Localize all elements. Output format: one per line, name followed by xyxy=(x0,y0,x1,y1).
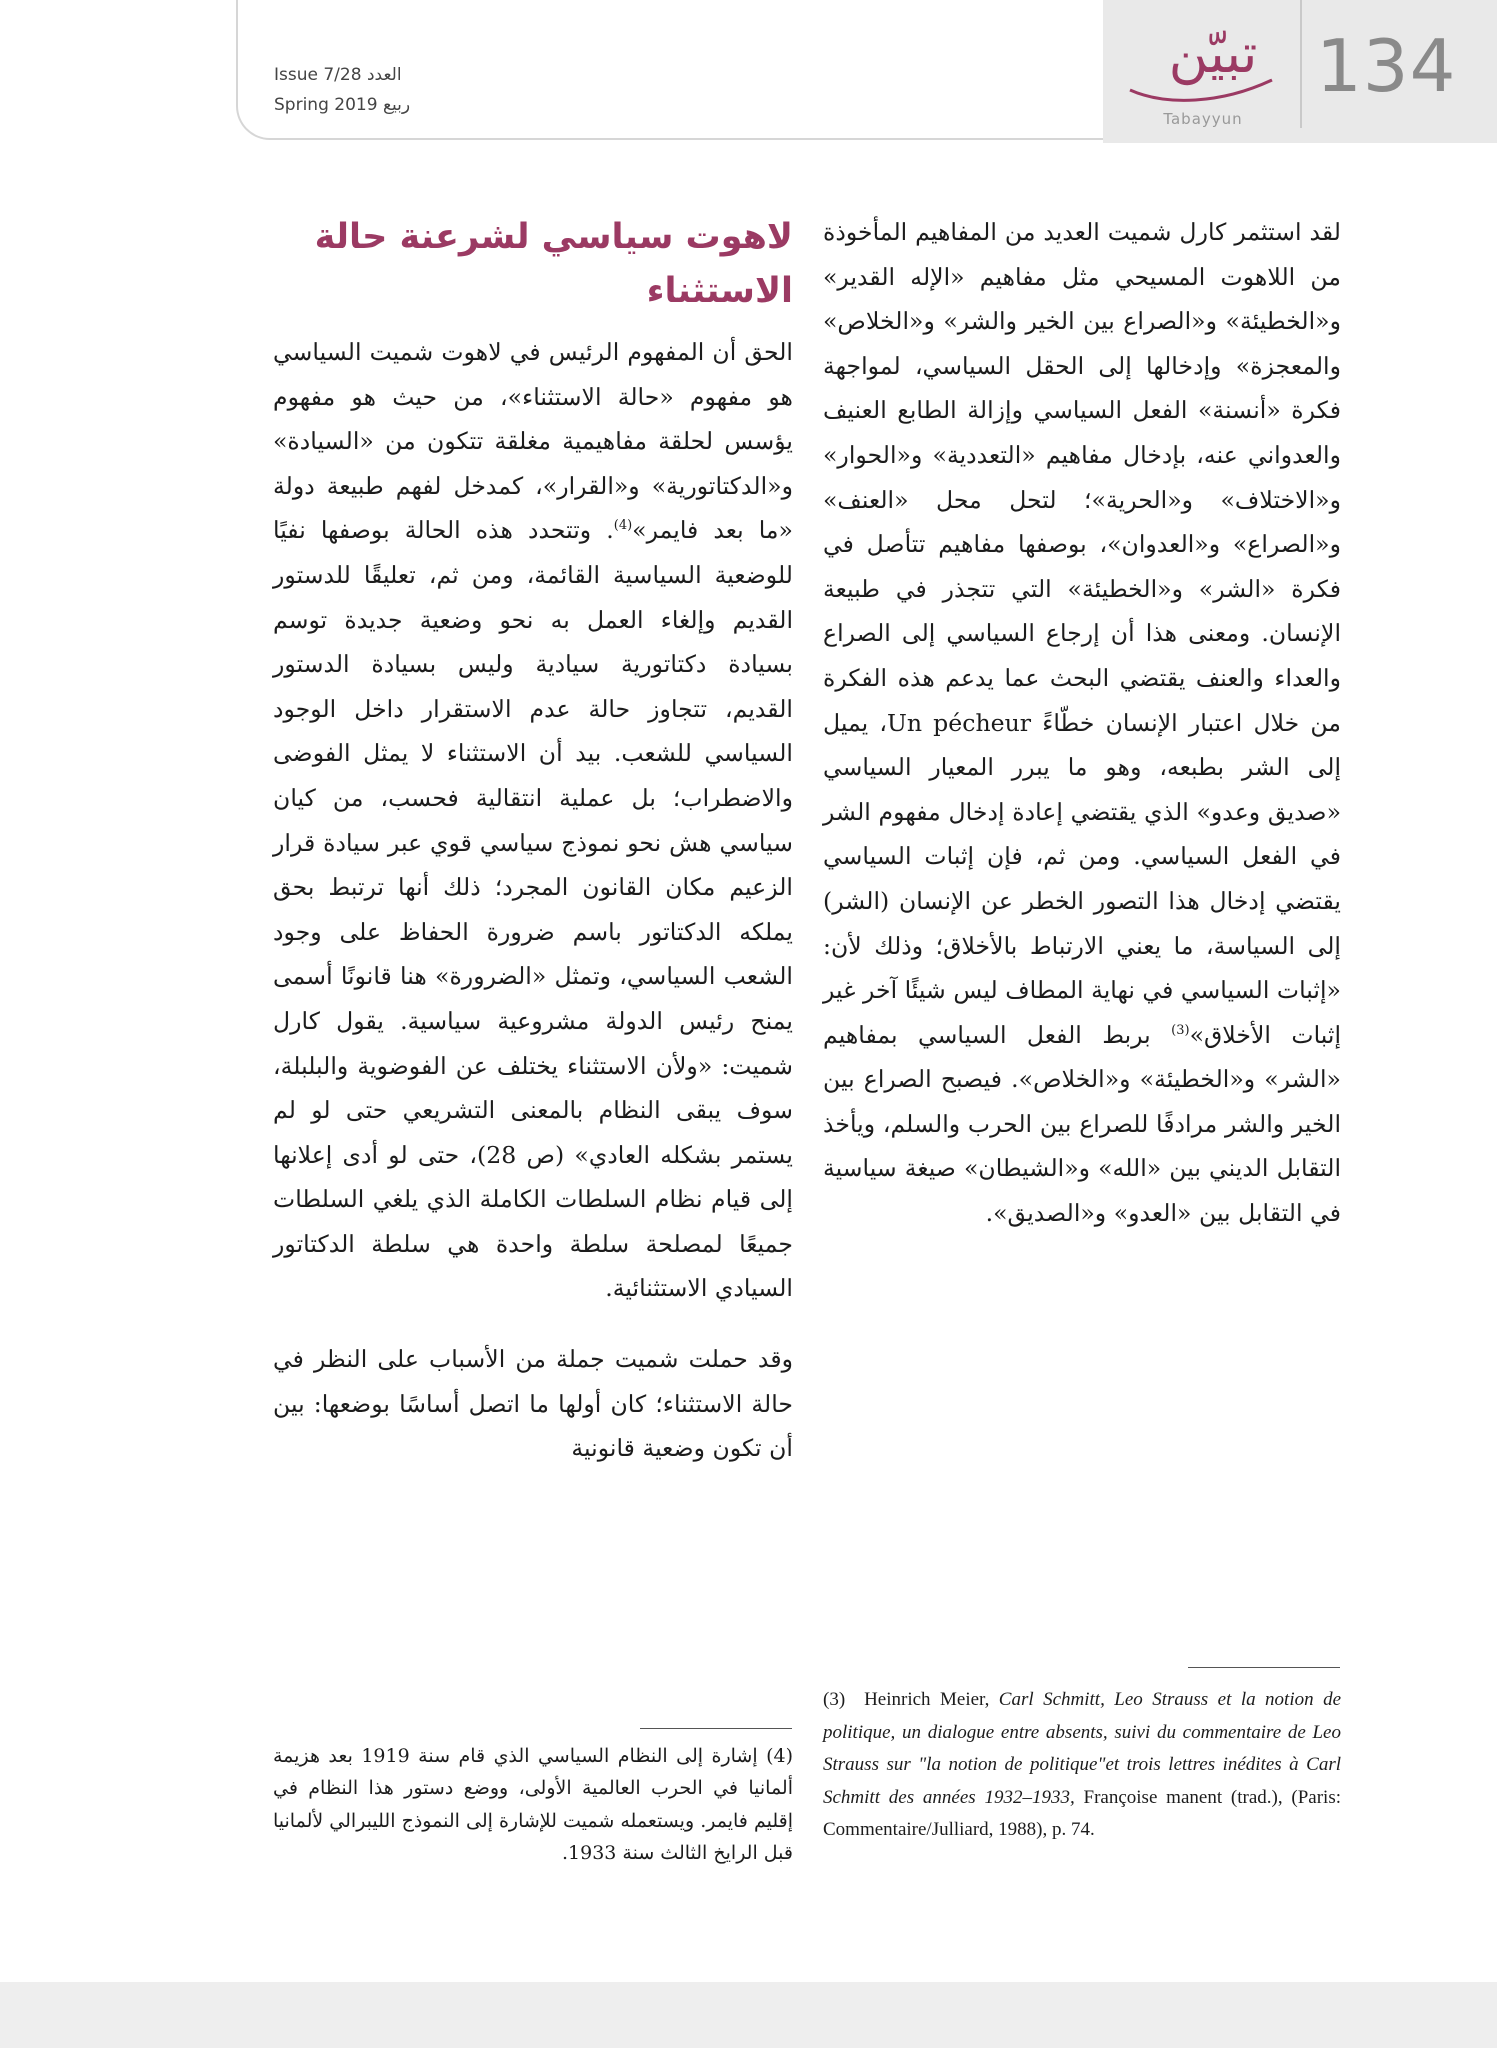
logo-arabic: تبيّن xyxy=(1168,22,1258,85)
right-column-paragraph xyxy=(823,210,1341,1236)
issue-info xyxy=(274,60,454,120)
bottom-band xyxy=(0,1982,1497,2048)
note-ref-4: (4) xyxy=(613,518,633,534)
season-line: Spring 2019 ربيع xyxy=(274,95,411,115)
footnote-3-number: (3) xyxy=(823,1689,846,1710)
footnote-3-author: Heinrich Meier, xyxy=(864,1689,990,1710)
footnote-4: (4) إشارة إلى النظام السياسي الذي قام سنة 1919 بعد هزيمة ألمانيا في الحرب العالمية الأولى، ووضع دستور هذا النظام في إقليم فايمر. ويستعمله شميت للإشارة إلى النموذج الليبرالي لألمانيا قبل الرايخ الثالث سنة 1933. xyxy=(273,1745,794,1865)
paragraph-text-cont: ، يميل إلى الشر بطبعه، وهو ما يبرر المعيار السياسي «صديق وعدو» الذي يقتضي إعادة إدخال مفهوم الشر في الفعل السياسي. ومن ثم، فإن إثبات السياسي يقتضي إدخال هذا التصور الخطر عن الإنسان (الشر) إلى السياسة، ما يعني الارتباط بالأخلاق؛ وذلك لأن: «إثبات السياسي في نهاية المطاف ليس شيئًا آخر غير إثبات الأخلاق» xyxy=(822,708,1341,1049)
tabayyun-logo xyxy=(1118,22,1288,132)
paragraph-text: لقد استثمر كارل شميت العديد من المفاهيم المأخوذة من اللاهوت المسيحي مثل مفاهيم «الإله القدير» و«الخطيئة» و«الصراع بين الخير والشر» و«الخلاص» والمعجزة» وإدخالها إلى الحقل السياسي، لمواجهة فكرة «أنسنة» الفعل السياسي وإزالة الطابع العنيف والعدواني عنه، بإدخال مفاهيم «التعددية» و«الحوار» و«الاختلاف» و«الحرية»؛ لتحل محل «العنف» و«الصراع» و«العدوان»، بوصفها مفاهيم تتأصل في فكرة «الشر» و«الخطيئة» التي تتجذر في طبيعة الإنسان. ومعنى هذا أن إرجاع السياسي إلى الصراع والعداء والعنف يقتضي البحث عما يدعم هذه الفكرة من خلال اعتبار الإنسان خطّاءً xyxy=(823,218,1341,737)
p1-text: الحق أن المفهوم الرئيس في لاهوت شميت السياسي هو مفهوم «حالة الاستثناء»، من حيث هو مفهوم يؤسس لحلقة مفاهيمية مغلقة تتكون من «السيادة» و«الدكتاتورية» و«القرار»، كمدخل لفهم طبيعة دولة «ما بعد فايمر» xyxy=(273,338,793,545)
foreign-term: Un pécheur xyxy=(886,708,1032,737)
footnote-rule-left xyxy=(640,1728,792,1729)
p1-text-cont: . وتتحدد هذه الحالة بوصفها نفيًا للوضعية السياسية القائمة، ومن ثم، تعليقًا للدستور القديم وإلغاء العمل به نحو وضعية جديدة توسم بسيادة دكتاتورية سيادية وليس بسيادة الدستور القديم، تتجاوز حالة عدم الاستقرار داخل الوجود السياسي للشعب. بيد أن الاستثناء لا يمثل الفوضى والاضطراب؛ بل عملية انتقالية فحسب، من كيان سياسي هش نحو نموذج سياسي قوي عبر سيادة قرار الزعيم مكان القانون المجرد؛ ذلك أنها ترتبط بحق يملكه الدكتاتور باسم ضرورة الحفاظ على وجود الشعب السياسي، وتمثل «الضرورة» هنا قانونًا أسمى يمنح رئيس الدولة مشروعية سياسية. يقول كارل شميت: «ولأن الاستثناء يختلف عن الفوضوية والبلبلة، سوف يبقى النظام بالمعنى التشريعي حتى لو لم يستمر بشكله العادي» (ص 28)، حتى لو أدى إعلانها إلى قيام نظام السلطات الكاملة الذي يلغي السلطات جميعًا لمصلحة سلطة واحدة هي سلطة الدكتاتور السيادي الاستثنائية. xyxy=(273,516,794,1303)
paragraph-text-end: بربط الفعل السياسي بمفاهيم «الشر» و«الخطيئة» و«الخلاص». فيصبح الصراع بين الخير والشر مرادفًا للصراع بين الحرب والسلم، ويأخذ التقابل الديني بين «الله» و«الشيطان» صيغة سياسية في التقابل بين «العدو» و«الصديق». xyxy=(823,1020,1341,1228)
section-heading: لاهوت سياسي لشرعنة حالة الاستثناء xyxy=(314,217,793,311)
footnote-rule-right xyxy=(1188,1667,1340,1668)
left-column-paragraph-1 xyxy=(273,330,793,1311)
right-column xyxy=(823,210,1341,1236)
footnote-3 xyxy=(823,1684,1341,1847)
logo-swoosh-icon xyxy=(1126,60,1276,110)
left-column-paragraph-2: وقد حملت شميت جملة من الأسباب على النظر في حالة الاستثناء؛ كان أولها ما اتصل أساسًا بوضعها: بين أن تكون وضعية قانونية xyxy=(273,1345,793,1463)
footnote-3-title: Carl Schmitt, Leo Strauss et la notion de politique, un dialogue entre absents, suivi du commentaire de Leo Strauss sur "la notion de politique"et trois lettres inédites à Carl Schmitt des années 1932–1933, xyxy=(823,1689,1341,1808)
header-divider xyxy=(1300,0,1302,128)
issue-line: Issue 7/28 العدد xyxy=(274,65,402,85)
note-ref-3: (3) xyxy=(1171,1022,1190,1038)
footnote-3-rest: Françoise manent (trad.), (Paris: Commentaire/Julliard, 1988), p. 74. xyxy=(823,1786,1341,1841)
page-number: 134 xyxy=(1316,24,1457,108)
logo-latin: Tabayyun xyxy=(1163,110,1243,128)
left-column xyxy=(273,330,793,1471)
